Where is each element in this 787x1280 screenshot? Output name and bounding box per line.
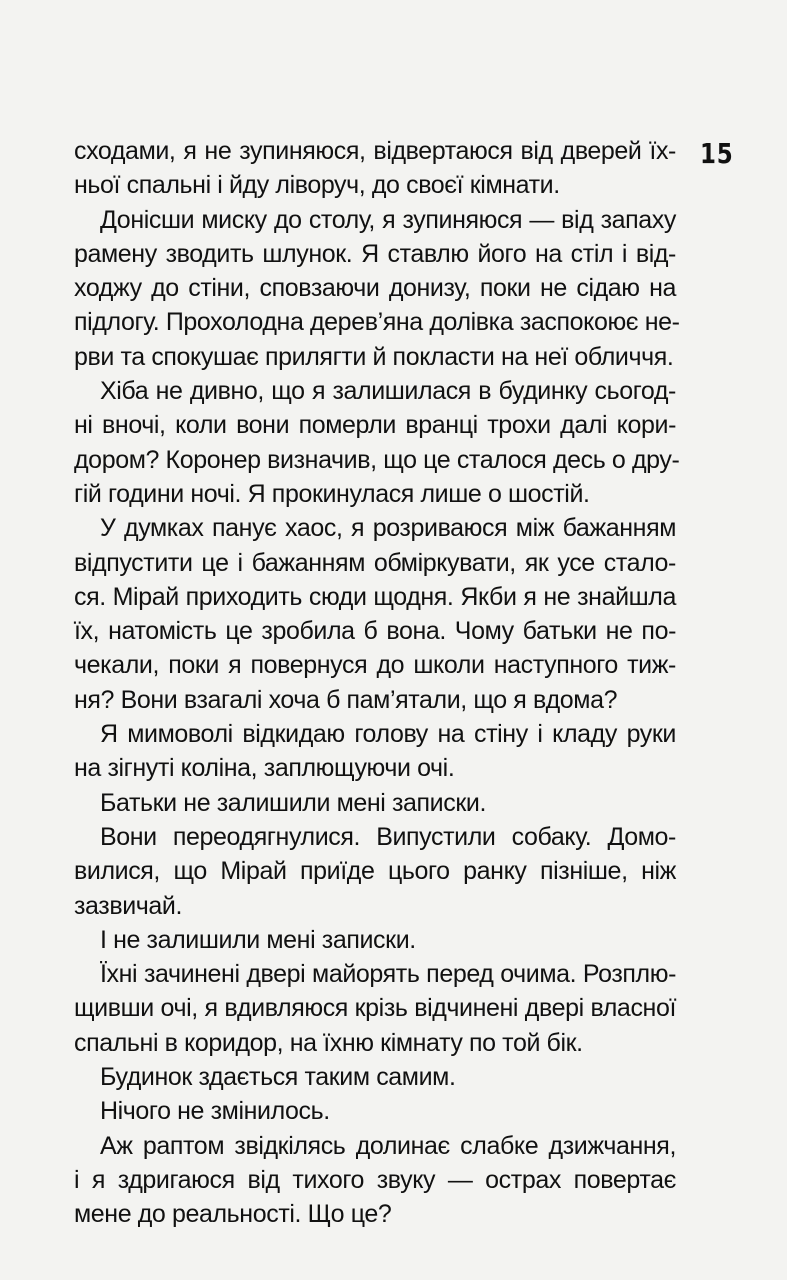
text-line: дором? Коронер визначив, що це сталося десь о дру- (74, 445, 680, 474)
text-line: ні вночі, коли вони померли вранці трохи далі кори- (74, 411, 676, 440)
text-line: І не залишили мені записки. (100, 925, 416, 954)
text-line: вилися, що Мірай приїде цього ранку пізніше, ніж (74, 857, 676, 886)
text-line: ня? Вони взагалі хоча б пам’ятали, що я вдома? (74, 685, 618, 714)
text-line: їх, натомість це зробила б вона. Чому батьки не по- (74, 617, 676, 646)
body-text (74, 134, 680, 1232)
text-line: Донісши миску до столу, я зупиняюся — від запаху (100, 205, 676, 234)
text-line: мене до реальності. Що це? (74, 1200, 392, 1229)
text-line: на зігнуті коліна, заплющуючи очі. (74, 754, 455, 783)
text-line: сходами, я не зупиняюся, відвертаюся від дверей їх- (74, 137, 676, 165)
text-line: Хіба не дивно, що я залишилася в будинку сьогод- (100, 377, 676, 406)
page-number: 15 (700, 137, 734, 170)
text-line: Аж раптом звідкілясь долинає слабке дзижчання, (100, 1131, 676, 1160)
text-line: Будинок здається таким самим. (100, 1063, 456, 1092)
text-line: ся. Мірай приходить сюди щодня. Якби я не знайшла (74, 582, 676, 611)
text-line: Нічого не змінилось. (100, 1097, 330, 1126)
text-line: чекали, поки я повернуся до школи наступного тиж- (74, 651, 676, 680)
text-line: Батьки не залишили мені записки. (100, 788, 486, 817)
text-line: рви та спокушає прилягти й покласти на неї обличчя. (74, 342, 674, 371)
text-line: щивши очі, я вдивляюся крізь відчинені двері власної (74, 994, 676, 1023)
text-line: ньої спальні і йду ліворуч, до своєї кімнати. (74, 171, 560, 200)
text-line: гій години ночі. Я прокинулася лише о шостій. (74, 479, 590, 508)
text-line: Вони переодягнулися. Випустили собаку. Домо- (100, 822, 676, 851)
text-line: відпустити це і бажанням обміркувати, як усе стало- (74, 548, 676, 577)
text-line: Я мимоволі відкидаю голову на стіну і кладу руки (100, 720, 676, 749)
text-line: спальні в коридор, на їхню кімнату по той бік. (74, 1028, 583, 1057)
text-line: і я здригаюся від тихого звуку — острах повертає (74, 1165, 676, 1194)
text-line: ходжу до стіни, сповзаючи донизу, поки не сідаю на (74, 274, 676, 303)
text-line: зазвичай. (74, 891, 183, 920)
text-line: Їхні зачинені двері майорять перед очима. Розплю- (100, 960, 676, 989)
text-line: рамену зводить шлунок. Я ставлю його на стіл і від- (74, 239, 676, 268)
text-line: підлогу. Прохолодна дерев’яна долівка заспокоює не- (74, 308, 680, 337)
text-line: У думках панує хаос, я розриваюся між бажанням (100, 514, 676, 543)
